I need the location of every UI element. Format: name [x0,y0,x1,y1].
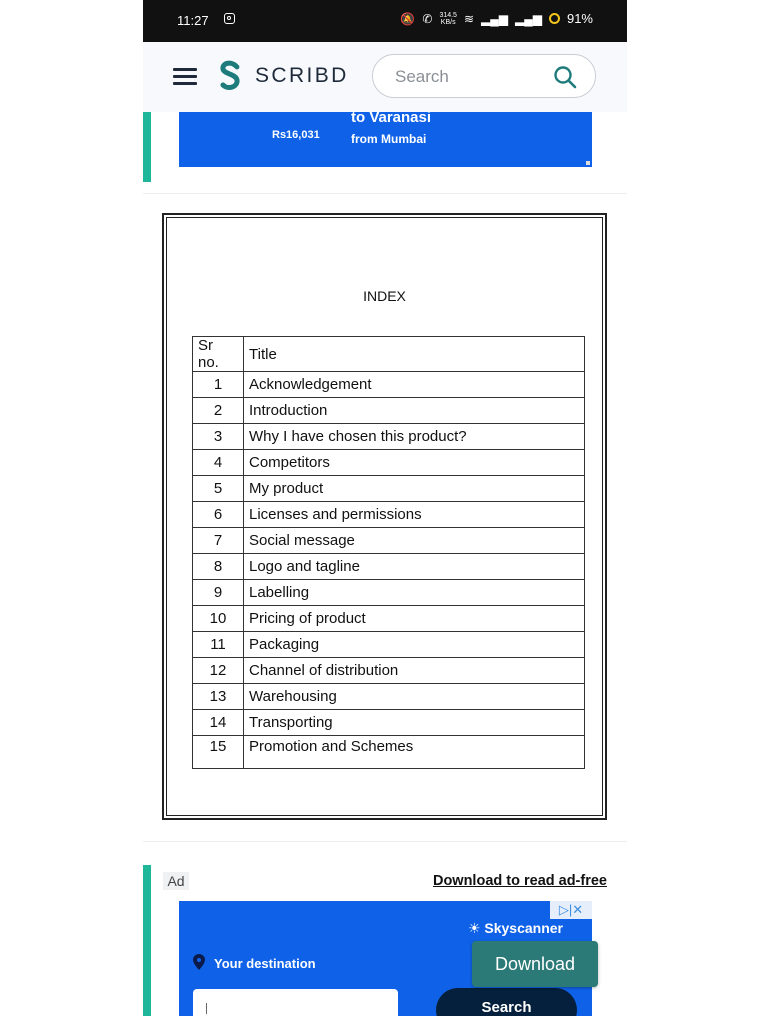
table-row [193,632,585,658]
row-number: 6 [193,502,244,528]
table-row [193,710,585,736]
search-icon[interactable] [553,65,577,89]
row-title: Acknowledgement [244,372,585,398]
row-title: Pricing of product [244,606,585,632]
table-row [193,684,585,710]
row-title: Warehousing [244,684,585,710]
row-number: 14 [193,710,244,736]
row-title: Logo and tagline [244,554,585,580]
ad-destination: to Varanasi [351,112,432,126]
column-header: Sr no. [193,337,244,372]
row-number: 9 [193,580,244,606]
scribd-logo-icon[interactable] [217,60,243,92]
row-title: Packaging [244,632,585,658]
row-number: 2 [193,398,244,424]
status-icons [400,11,593,26]
battery-ring-icon [549,13,560,24]
network-speed-unit: KB/s [440,18,456,26]
row-title: Transporting [244,710,585,736]
row-number: 7 [193,528,244,554]
mute-icon: 🔕 [400,11,416,26]
row-title: Competitors [244,450,585,476]
adchoices-icon[interactable]: ▷|✕ [550,901,592,919]
table-row [193,736,585,769]
ad-origin: from Mumbai [351,132,427,146]
divider [143,841,627,842]
ad-brand: Skyscanner [484,920,563,936]
table-row [193,372,585,398]
row-number: 13 [193,684,244,710]
search-box [372,54,596,98]
table-row [193,450,585,476]
table-row [193,528,585,554]
row-number: 10 [193,606,244,632]
row-title: Social message [244,528,585,554]
brand-name[interactable]: SCRIBD [255,64,349,87]
phone-screen [143,0,627,1016]
site-header [143,42,627,112]
row-number: 4 [193,450,244,476]
location-pin-icon [193,954,205,970]
row-number: 12 [193,658,244,684]
row-title: Licenses and permissions [244,502,585,528]
table-row [193,554,585,580]
table-row [193,658,585,684]
top-ad-banner[interactable] [179,112,592,167]
divider [143,193,627,194]
menu-icon[interactable] [173,68,197,86]
network-speed [439,12,457,26]
table-row [193,580,585,606]
index-table-body [193,372,585,769]
search-input[interactable] [393,65,547,89]
row-title: Channel of distribution [244,658,585,684]
table-header-row [193,337,585,372]
table-row [193,606,585,632]
row-number: 1 [193,372,244,398]
status-bar [143,0,627,42]
status-time: 11:27 [177,13,209,28]
ad-accent-bar [143,865,151,1016]
destination-input[interactable] [193,989,398,1016]
destination-label: Your destination [214,956,316,971]
row-title: Labelling [244,580,585,606]
document-page [162,213,607,820]
table-row [193,424,585,450]
row-number: 15 [193,736,244,769]
ad-search-button[interactable]: Search [436,988,577,1016]
index-table [192,336,585,769]
row-number: 11 [193,632,244,658]
download-ad-free-link[interactable]: Download to read ad-free [432,873,607,889]
battery-percent: 91% [566,11,593,26]
table-row [193,502,585,528]
table-row [193,476,585,502]
row-title: My product [244,476,585,502]
signal-icon-2: ▂▄▆ [515,11,542,26]
row-title: Introduction [244,398,585,424]
signal-icon-1: ▂▄▆ [481,11,508,26]
instagram-icon [224,13,235,24]
skyscanner-logo: ☀ Skyscanner [467,920,563,936]
document-title: INDEX [363,288,406,304]
call-icon: ✆ [422,11,433,26]
row-number: 5 [193,476,244,502]
column-header: Title [244,337,585,372]
ad-accent-bar [143,112,151,182]
row-number: 8 [193,554,244,580]
wifi-icon: ≋ [463,11,475,26]
ad-price: Rs16,031 [272,129,320,141]
row-title: Promotion and Schemes [244,736,585,769]
download-button[interactable]: Download [472,941,598,987]
ad-corner-mark [586,161,590,165]
ad-label: Ad [163,872,189,890]
network-speed-value: 314.5 [439,11,457,19]
table-row [193,398,585,424]
row-number: 3 [193,424,244,450]
row-title: Why I have chosen this product? [244,424,585,450]
